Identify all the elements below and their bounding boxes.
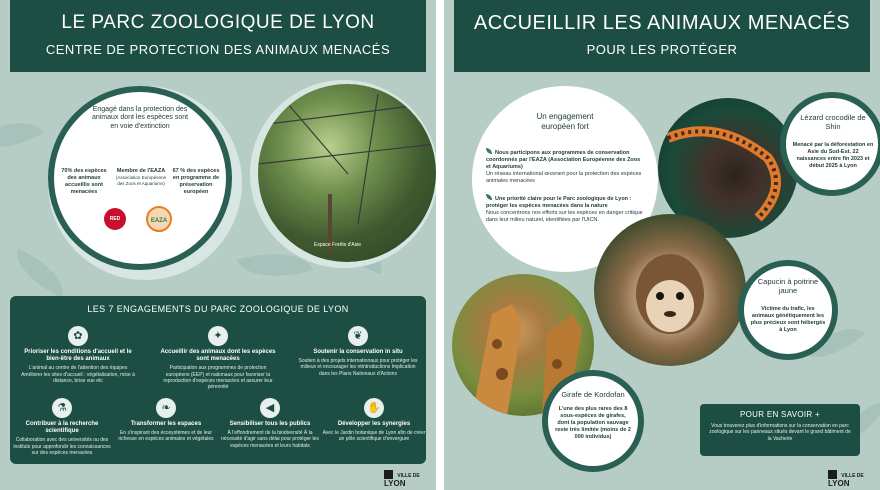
info-title: POUR EN SAVOIR + [739,410,820,419]
stat-eaza-sub: (Association Européenne des Zoos et Aquariums) [115,174,167,186]
paw-icon: ✿ [68,326,88,346]
giraffe-title: Girafe de Kordofan [561,390,625,399]
giraffe-text: L'une des plus rares des 8 sous-espèces de girafes, dont la population sauvage reste très limitée (moins de 2 000 individus) [555,406,631,440]
stat-eaza-title: Membre de l'EAZA [116,168,166,174]
stat-70: 70% des espèces des animaux accueillis sont menacées [61,168,107,195]
lion-icon [384,470,393,479]
engagement-title: Contribuer à la recherche scientifique [25,421,99,435]
red-list-logo: RED LIST [104,208,126,230]
decor-leaf [0,107,43,163]
engagement-3 [298,326,418,377]
leaves-icon: ❧ [156,398,176,418]
stat-67: 67 % des espèces en programme de préservation européen [172,168,220,195]
megaphone-icon: ◀ [260,398,280,418]
bullet-body: Nous concentrons nos efforts sur les espèces en danger critique dans leur milieu naturel, identifiées par l'UICN. [486,209,643,223]
right-title: ACCUEILLIR LES ANIMAUX MENACÉS [473,12,851,34]
engagement-title: Prioriser les conditions d'accueil et le bien-être des animaux [24,349,132,363]
lion-icon [828,470,837,479]
bullet-title: Une priorité claire pour le Parc zoologique de Lyon : protéger les espèces menacées dans la nature [486,196,632,209]
engagement-2 [158,326,278,390]
right-header [454,0,870,72]
forest-photo [258,84,436,262]
hands-plant-icon: ❦ [348,326,368,346]
bullet-1 [486,148,646,184]
engagement-6 [218,398,322,449]
engagement-title: Développer les synergies [337,421,411,427]
photo-caption: Espace Forêts d'Asie [314,242,362,248]
engagement-body: Avec le Jardin botanique de Lyon afin de créer un pôle scientifique d'envergure [322,430,426,443]
stat-eaza [114,168,168,186]
right-subtitle: POUR LES PROTÉGER [586,42,738,57]
engagement-body: Soutien à des projets internationaux pour protéger les milieux et encourager les réintroductions Implication dans les Plans Nationaux d'Actions [298,358,418,377]
engagement-title: Soutenir la conservation in situ [313,349,403,355]
leaf-icon [486,148,492,154]
engagement-heading: Un engagement européen fort [536,112,594,131]
logo-big-text: LYON [828,479,850,489]
bullet-2 [486,194,646,224]
engagement-body: L'animal au centre de l'attention des équipes Améliorer les sites d'accueil : végétalisation, mise à distance, brise vue etc [21,365,135,384]
compass-icon: ✦ [208,326,228,346]
right-panel [444,0,880,490]
engagement-title: Transformer les espaces [130,421,202,427]
left-header [10,0,426,72]
engagement-body: À l'effondrement de la biodiversité À la nécessité d'agir sans délai pour protéger les espèces menacées et leurs habitats [221,430,319,449]
info-box [700,404,860,456]
engagement-title: Accueillir des animaux dont les espèces sont menacées [160,349,276,363]
left-title: LE PARC ZOOLOGIQUE DE LYON [61,12,375,33]
lizard-text: Menacé par la déforestation en Asie du Sud-Est. 22 naissances entre fin 2023 et début 2025 à Lyon [792,142,874,169]
microscope-icon: ⚗ [52,398,72,418]
engagement-body: Collaboration avec des universités ou des instituts pour approfondir les connaissances sur des espèces menacées [13,437,111,456]
monkey-face [594,214,746,366]
info-circle [48,86,232,270]
info-body: Vous trouverez plus d'informations sur la conservation en parc zoologique sur les panneaux situés devant le grand bâtiment de la Vacherie [709,423,851,442]
logo-small-text: VILLE DE [841,473,864,479]
left-subtitle: CENTRE DE PROTECTION DES ANIMAUX MENACÉS [45,42,391,57]
ville-de-lyon-logo [828,470,880,488]
giraffe-info [542,370,644,472]
engagement-7 [322,398,426,443]
logo-small-text: VILLE DE [397,473,420,479]
engagements-box [10,296,426,464]
engaged-text: Engagé dans la protection des animaux dont les espèces sont en voie d'extinction [91,106,189,130]
aviary-structure [258,84,436,262]
lizard-title: Lézard crocodile de Shin [800,113,866,131]
engagement-body: En s'inspirant des écosystèmes et de leur richesse en espèces animales et végétales [118,430,214,443]
capucin-photo [594,214,746,366]
bullet-body: Un réseau international œuvrant pour la protection des espèces animales menacées [486,170,642,184]
ville-de-lyon-logo [384,470,436,488]
lizard-info [780,92,880,196]
eaza-logo: EAZA [146,206,172,232]
capucin-title: Capucin à poitrine jaune [757,277,819,295]
decor-leaf [7,249,72,298]
left-panel [0,0,436,490]
handshake-icon: ✋ [364,398,384,418]
engagement-body: Participation aux programmes de protection européens (EEP) et nationaux pour favoriser la reproduction d'espèces menacées et assurer leur pérennité [163,365,273,391]
capucin-info [738,260,838,360]
engagement-5 [114,398,218,443]
leaf-icon [486,194,492,200]
logo-big-text: LYON [384,479,406,489]
engagement-4 [10,398,114,456]
engagement-1 [18,326,138,384]
capucin-text: Victime du trafic, les animaux génétiquement les plus précieux sont hébergés à Lyon [750,306,826,333]
engagements-title: LES 7 ENGAGEMENTS DU PARC ZOOLOGIQUE DE LYON [87,304,349,314]
bullet-title: Nous participons aux programmes de conservation coordonnés par l'EAZA (Association Européenne des Zoos et Aquariums) [486,150,641,170]
engagement-title: Sensibiliser tous les publics [229,421,311,427]
